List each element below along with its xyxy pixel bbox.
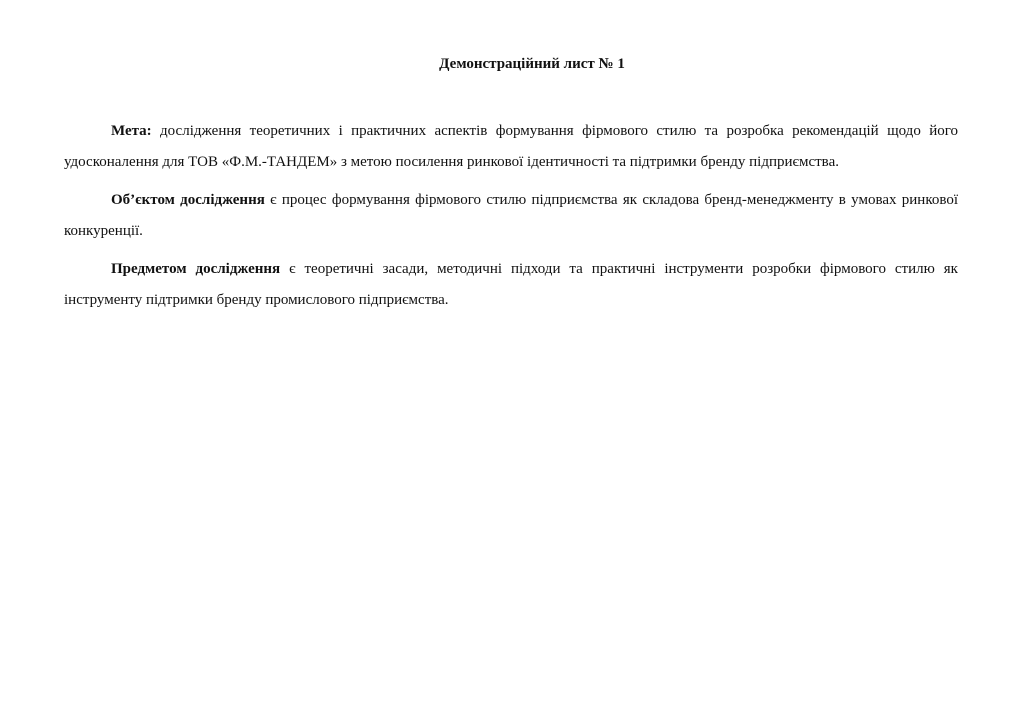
paragraph-subject <box>64 254 958 316</box>
subject-term: Предметом дослідження <box>111 261 281 277</box>
paragraph-object <box>64 185 958 247</box>
document-body <box>64 116 958 323</box>
goal-term: Мета: <box>111 123 152 139</box>
object-term: Об’єктом дослідження <box>111 192 265 208</box>
paragraph-goal <box>64 116 958 178</box>
subject-text: є теоретичні засади, методичні підходи та практичні інструменти розробки фірмового стилю як інструменту підтримки бренду промислового підприємства. <box>64 261 958 308</box>
object-text: є процес формування фірмового стилю підприємства як складова бренд-менеджменту в умовах ринкової конкуренції. <box>64 192 958 239</box>
goal-text: дослідження теоретичних і практичних аспектів формування фірмового стилю та розробка рекомендацій щодо його удосконалення для ТОВ «Ф.М.-ТАНДЕМ» з метою посилення ринкової ідентичності та підтримки бренду підприємства. <box>64 123 958 170</box>
document-title: Демонстраційний лист № 1 <box>439 56 625 72</box>
